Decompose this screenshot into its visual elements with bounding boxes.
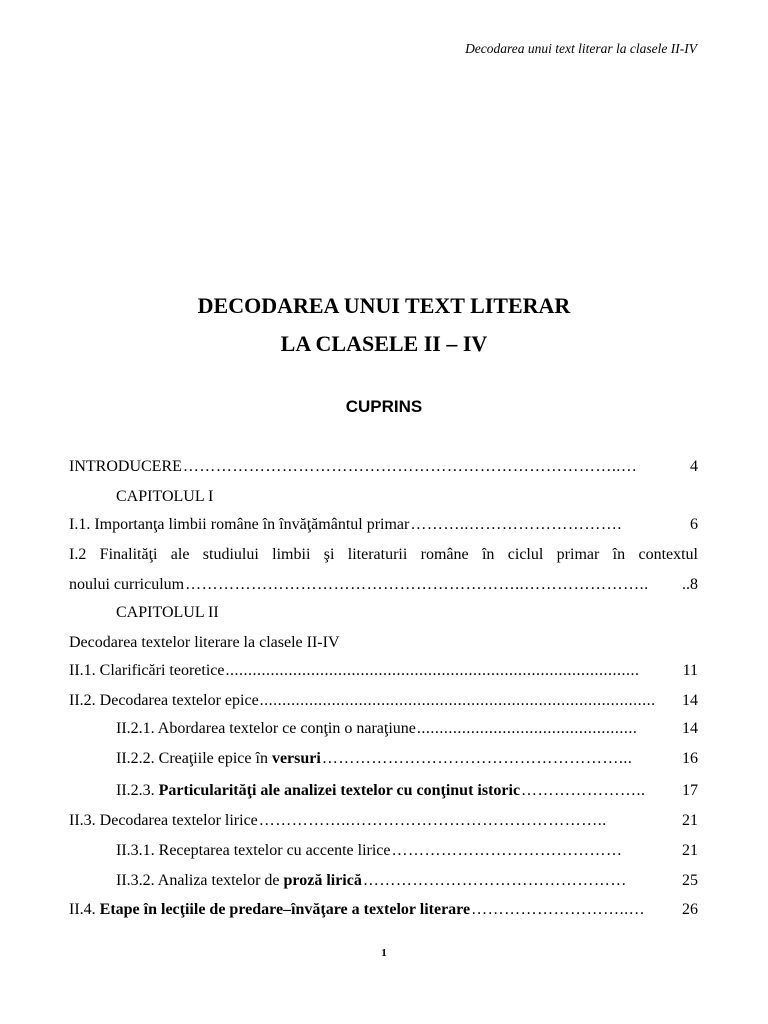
toc-entry-2-3 bbox=[69, 812, 698, 830]
toc-leader-dots: ………………………..… bbox=[471, 901, 646, 918]
chapter-2-title: Decodarea textelor literare la clasele II-IV bbox=[69, 634, 340, 651]
toc-entry-label: II.3.1. Receptarea textelor cu accente lirice bbox=[116, 842, 391, 859]
toc-page-number: 25 bbox=[682, 872, 698, 889]
toc-entry-2-2-2 bbox=[116, 750, 698, 768]
toc-entry-bold-text: Particularităţi ale analizei textelor cu conţinut istoric bbox=[158, 782, 521, 799]
toc-entry-1-1 bbox=[69, 516, 698, 534]
toc-entry-2-2-3 bbox=[116, 782, 698, 800]
toc-page-number: ..8 bbox=[682, 576, 698, 593]
toc-entry-label bbox=[69, 901, 470, 919]
toc-entry-introduction bbox=[69, 458, 698, 476]
toc-entry-bold-text: Etape în lecţiile de predare–învăţare a textelor literare bbox=[99, 901, 471, 918]
toc-entry-label bbox=[116, 782, 520, 800]
toc-entry-2-2-1 bbox=[116, 720, 698, 738]
toc-entry-2-2 bbox=[69, 692, 698, 710]
toc-entry-label: II.2.1. Abordarea textelor ce conţin o naraţiune bbox=[116, 720, 416, 737]
toc-leader-dots: ……………………………………………………..………………….. bbox=[185, 576, 649, 593]
toc-leader-dots: ……………..……………………………………….. bbox=[258, 812, 607, 829]
toc-entry-prefix: II.4. bbox=[69, 901, 100, 918]
toc-leader-dots: ............................................................................................ bbox=[225, 662, 640, 679]
toc-page-number: 26 bbox=[682, 901, 698, 918]
page-number: 1 bbox=[381, 947, 387, 959]
toc-page-number: 14 bbox=[682, 720, 698, 737]
toc-entry-prefix: II.2.3. bbox=[116, 782, 159, 799]
document-title-line2: LA CLASELE II – IV bbox=[280, 331, 488, 356]
toc-entry-label: II.1. Clarificări teoretice bbox=[69, 662, 225, 679]
toc-page-number: 16 bbox=[682, 750, 698, 767]
toc-entry-label: I.1. Importanţa limbii române în învăţământul primar bbox=[69, 516, 410, 533]
toc-leader-dots: ………………………………………… bbox=[362, 872, 627, 889]
toc-page-number: 21 bbox=[682, 812, 698, 829]
toc-entry-label: noului curriculum bbox=[69, 576, 185, 593]
toc-entry-label bbox=[116, 872, 362, 890]
document-title-line1: DECODAREA UNUI TEXT LITERAR bbox=[197, 293, 571, 318]
toc-page-number: 21 bbox=[682, 842, 698, 859]
toc-page-number: 11 bbox=[682, 662, 698, 679]
toc-leader-dots: ………..………………………. bbox=[410, 516, 622, 533]
running-header: Decodarea unui text literar la clasele II-IV bbox=[465, 41, 697, 56]
toc-entry-1-2-line2 bbox=[69, 576, 698, 594]
toc-entry-label: II.2. Decodarea textelor epice bbox=[69, 692, 259, 709]
toc-entry-1-2-line1: I.2 Finalităţi ale studiului limbii şi literaturii române în ciclul primar în contextul bbox=[69, 546, 698, 563]
toc-leader-dots: ................................................. bbox=[416, 720, 638, 737]
toc-entry-prefix: II.3.2. Analiza textelor de bbox=[116, 872, 284, 889]
toc-entry-prefix: II.2.2. Creaţiile epice în bbox=[116, 750, 272, 767]
toc-entry-bold-text: proză lirică bbox=[283, 872, 362, 889]
toc-entry-label: II.3. Decodarea textelor lirice bbox=[69, 812, 258, 829]
toc-page-number: 4 bbox=[690, 458, 698, 475]
toc-entry-2-4 bbox=[69, 901, 698, 919]
toc-entry-label: INTRODUCERE bbox=[69, 458, 182, 475]
contents-heading: CUPRINS bbox=[345, 397, 423, 416]
toc-leader-dots: ……………………………………………………………………..… bbox=[182, 458, 638, 475]
toc-entry-2-3-2 bbox=[116, 872, 698, 890]
toc-page-number: 6 bbox=[690, 516, 698, 533]
chapter-heading-2: CAPITOLUL II bbox=[116, 604, 219, 621]
toc-entry-2-3-1 bbox=[116, 842, 698, 860]
toc-page-number: 14 bbox=[682, 692, 698, 709]
toc-leader-dots: ………………….. bbox=[521, 782, 646, 799]
toc-page-number: 17 bbox=[682, 782, 698, 799]
toc-leader-dots: …………………………………… bbox=[391, 842, 623, 859]
toc-leader-dots: ........................................................................................ bbox=[259, 692, 656, 709]
chapter-heading-1: CAPITOLUL I bbox=[116, 488, 214, 505]
toc-entry-label bbox=[116, 750, 321, 768]
toc-leader-dots: ………………………………………………... bbox=[321, 750, 633, 767]
toc-entry-bold-text: versuri bbox=[271, 750, 321, 767]
toc-entry-2-1 bbox=[69, 662, 698, 680]
